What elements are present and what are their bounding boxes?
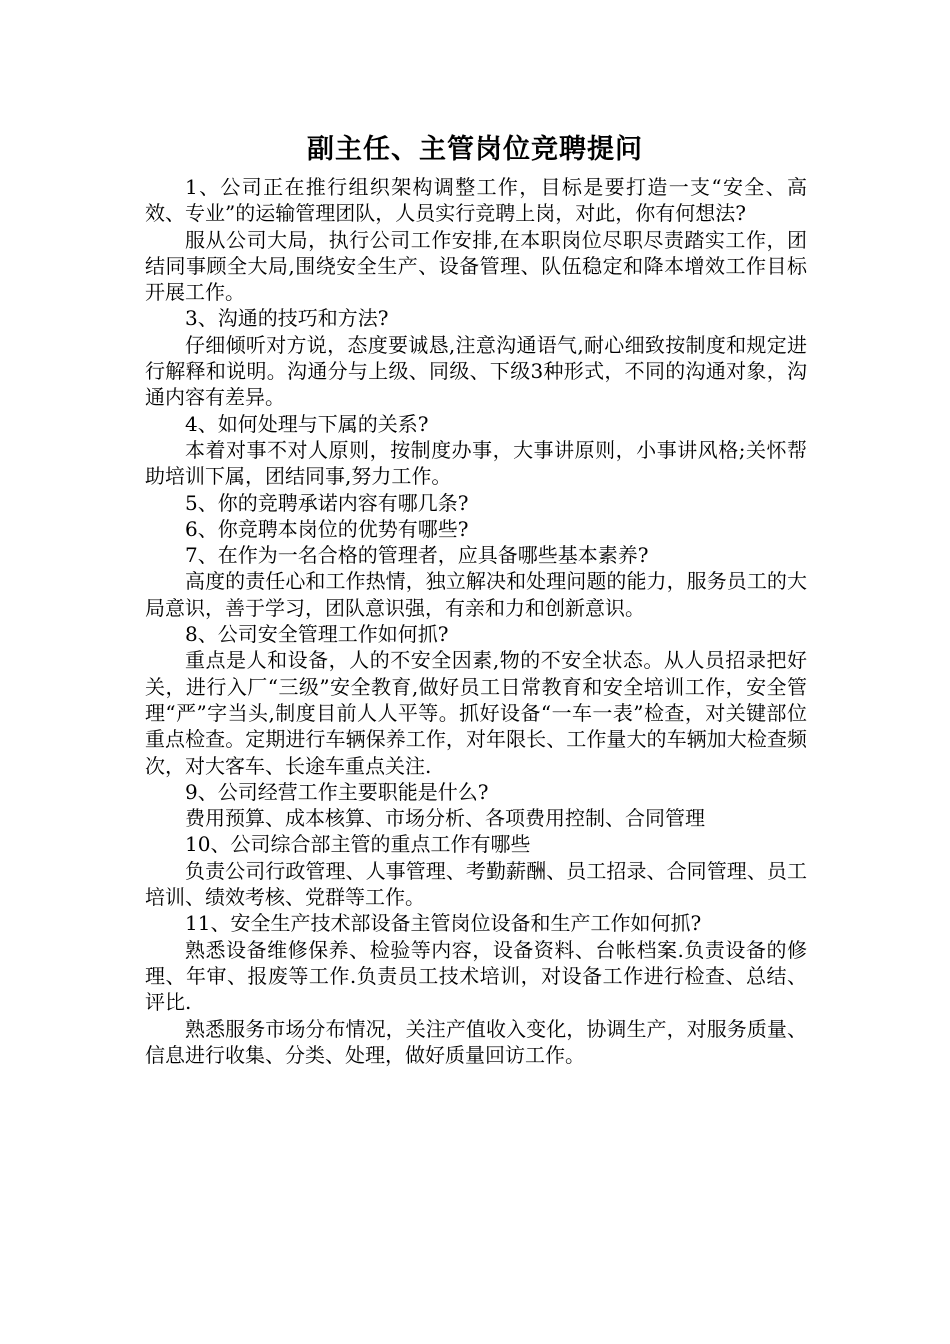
document-title: 副主任、主管岗位竞聘提问	[307, 134, 643, 165]
paragraph: 负责公司行政管理、人事管理、考勤薪酬、员工招录、合同管理、员工培训、绩效考核、党群等工作。	[145, 858, 807, 910]
paragraph: 4、如何处理与下属的关系?	[185, 411, 429, 436]
paragraph: 费用预算、成本核算、市场分析、各项费用控制、合同管理	[185, 806, 705, 831]
paragraph: 9、公司经营工作主要职能是什么?	[185, 779, 489, 804]
paragraph: 5、你的竞聘承诺内容有哪几条?	[185, 490, 469, 515]
document-body	[145, 174, 807, 1068]
paragraph: 仔细倾听对方说，态度要诚恳,注意沟通语气,耐心细致按制度和规定进行解释和说明。沟通分与上级、同级、下级3种形式，不同的沟通对象，沟通内容有差异。	[145, 332, 807, 410]
paragraph: 重点是人和设备，人的不安全因素,物的不安全状态。从人员招录把好关，进行入厂“三级”安全教育,做好员工日常教育和安全培训工作，安全管理“严”字当头,制度目前人人平等。抓好设备“一车一表”检查，对关键部位重点检查。定期进行车辆保养工作，对年限长、工作量大的车辆加大检查频次，对大客车、长途车重点关注.	[145, 648, 807, 778]
paragraph: 1、公司正在推行组织架构调整工作，目标是要打造一支“安全、高效、专业”的运输管理团队，人员实行竞聘上岗，对此，你有何想法?	[145, 175, 807, 226]
paragraph: 高度的责任心和工作热情，独立解决和处理问题的能力，服务员工的大局意识，善于学习，团队意识强，有亲和力和创新意识。	[145, 569, 807, 620]
paragraph: 熟悉服务市场分布情况，关注产值收入变化，协调生产，对服务质量、信息进行收集、分类、处理，做好质量回访工作。	[145, 1016, 807, 1067]
paragraph: 7、在作为一名合格的管理者，应具备哪些基本素养?	[185, 543, 649, 568]
paragraph: 11、安全生产技术部设备主管岗位设备和生产工作如何抓?	[185, 911, 702, 936]
paragraph: 6、你竞聘本岗位的优势有哪些?	[185, 516, 469, 541]
paragraph: 本着对事不对人原则，按制度办事，大事讲原则，小事讲风格;关怀帮助培训下属，团结同事,努力工作。	[145, 437, 807, 489]
paragraph: 8、公司安全管理工作如何抓?	[185, 622, 449, 647]
paragraph: 熟悉设备维修保养、检验等内容，设备资料、台帐档案.负责设备的修理、年审、报废等工作.负责员工技术培训，对设备工作进行检查、总结、评比.	[145, 937, 807, 1015]
paragraph: 10、公司综合部主管的重点工作有哪些	[185, 832, 531, 857]
paragraph: 3、沟通的技巧和方法?	[185, 306, 389, 331]
paragraph: 服从公司大局，执行公司工作安排,在本职岗位尽职尽责踏实工作，团结同事顾全大局,围绕安全生产、设备管理、队伍稳定和降本增效工作目标开展工作。	[145, 227, 807, 305]
